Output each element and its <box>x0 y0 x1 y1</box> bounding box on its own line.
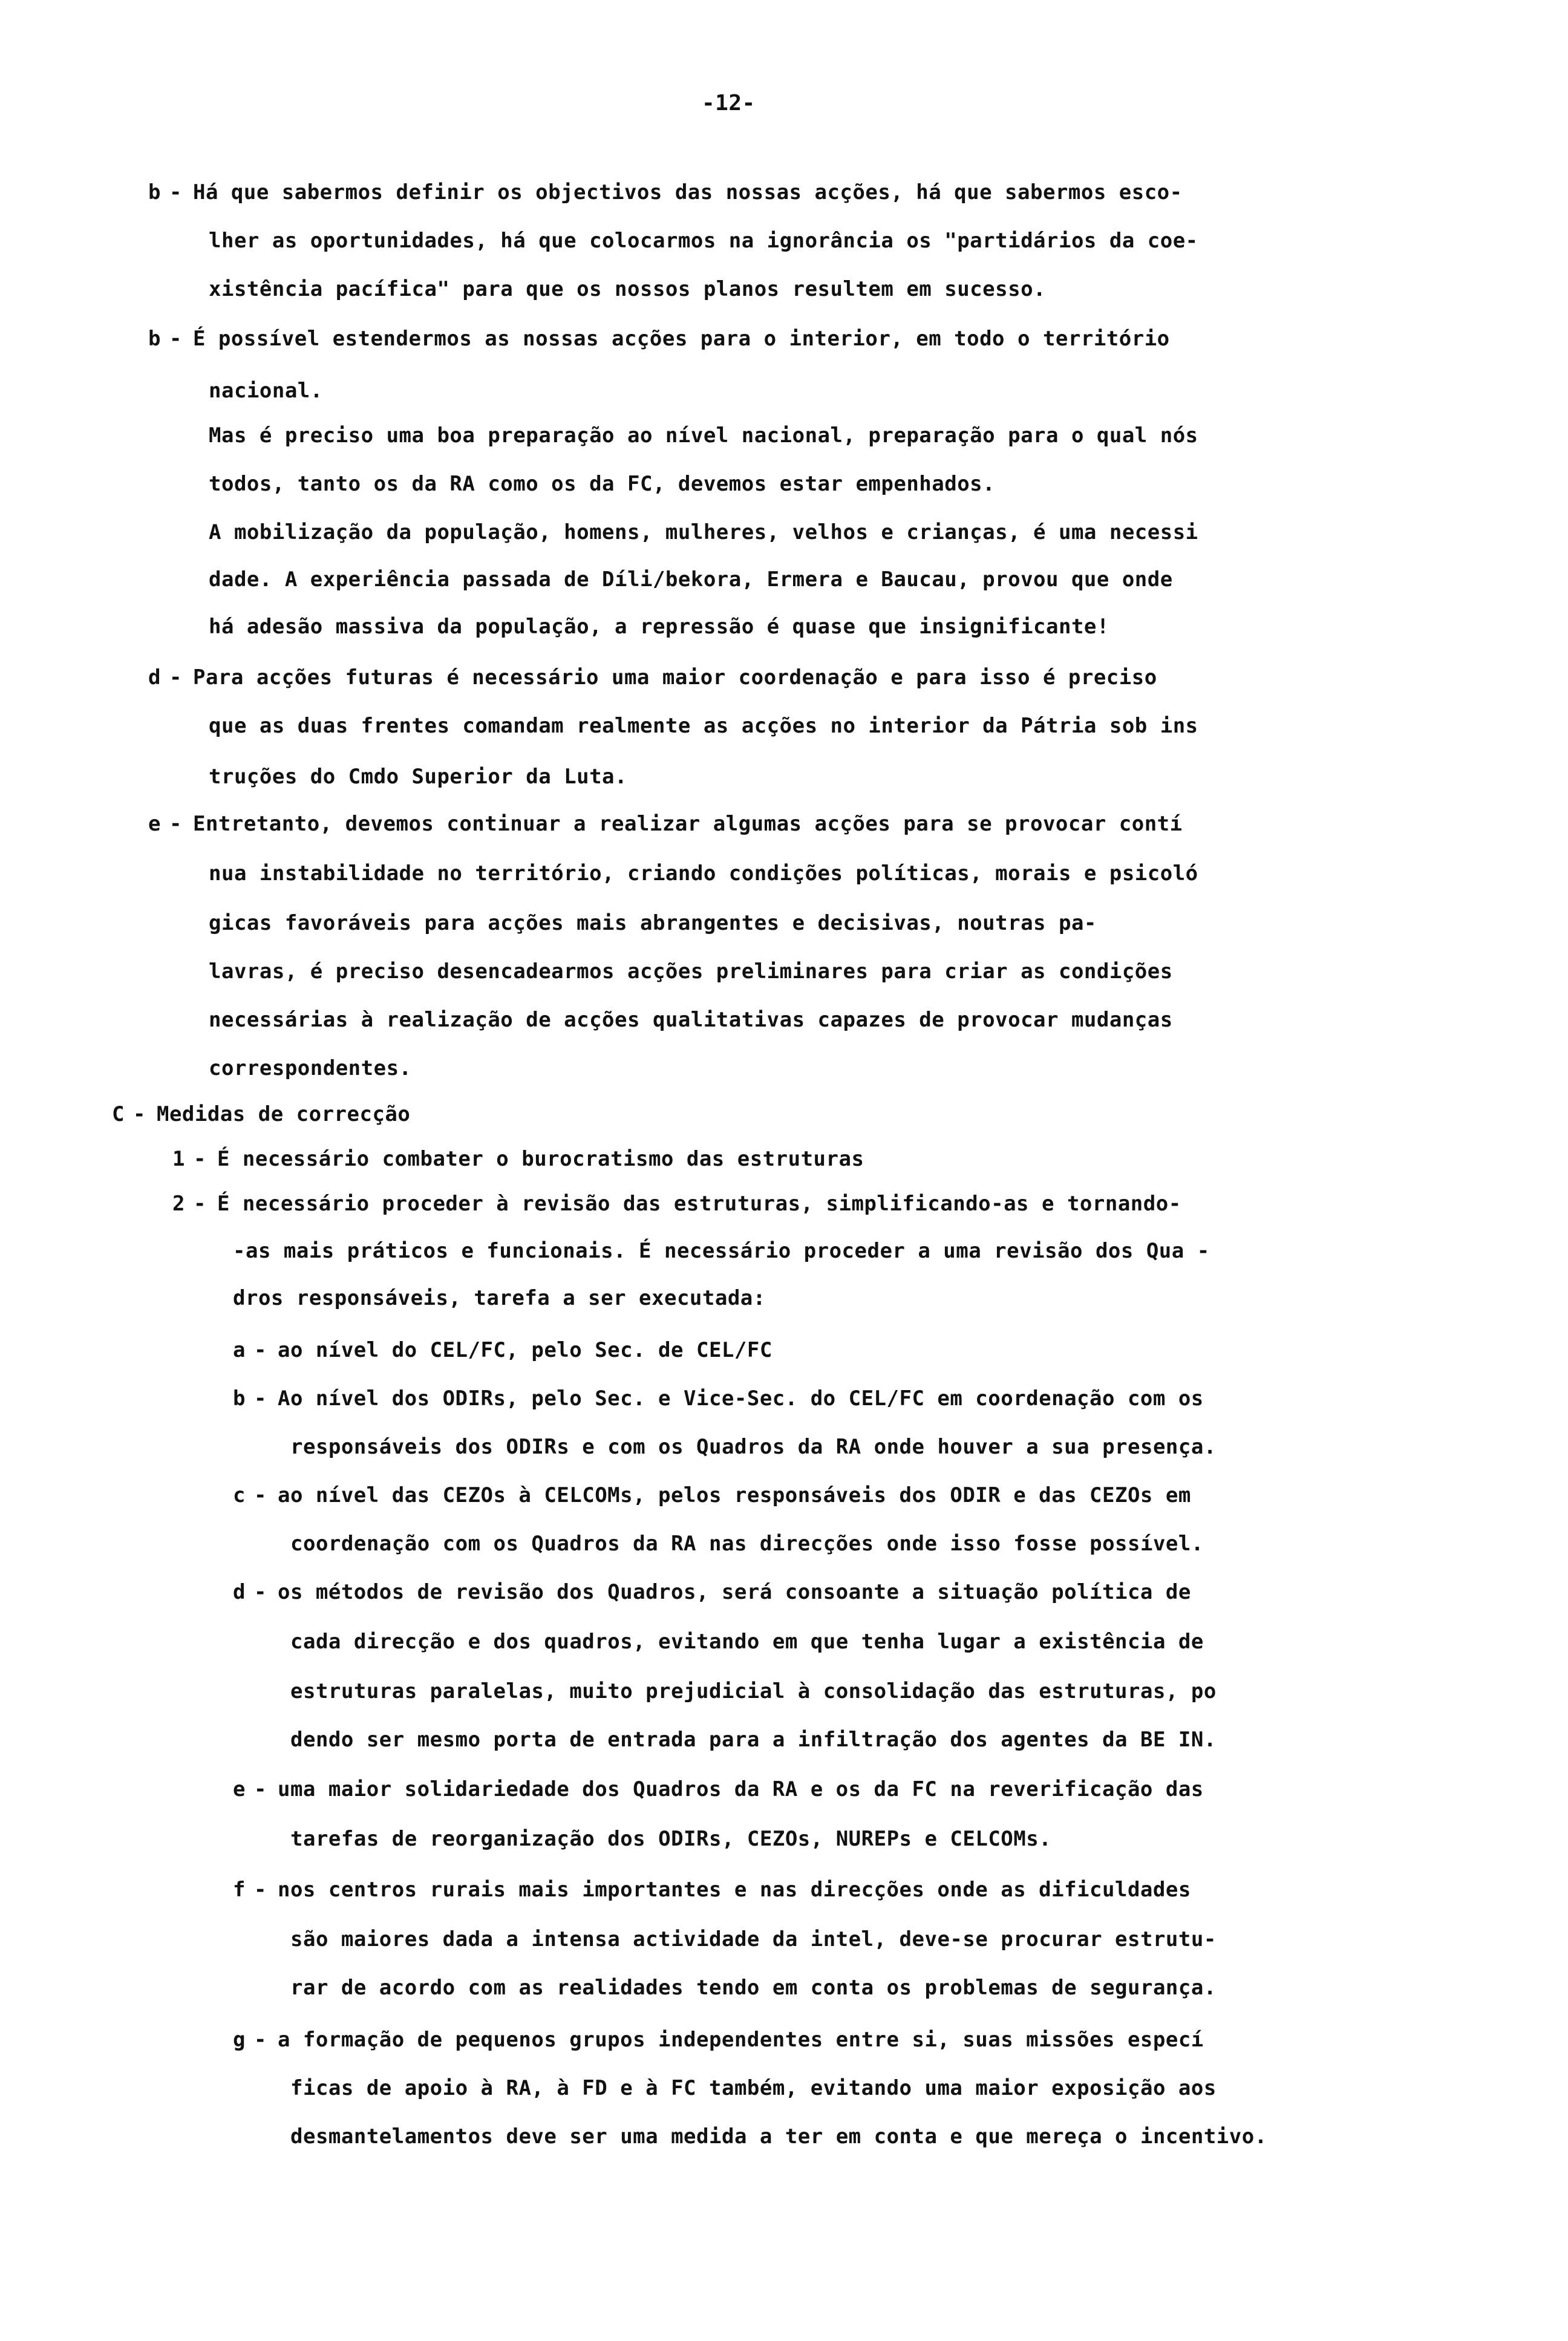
list-item-d <box>148 665 1157 690</box>
item-text: ao nível do CEL/FC, pelo Sec. de CEL/FC <box>277 1338 773 1362</box>
text-line: coordenação com os Quadros da RA nas direcções onde isso fosse possível. <box>290 1532 1204 1556</box>
subitem-g <box>233 2028 1204 2052</box>
text-line: que as duas frentes comandam realmente as acções no interior da Pátria sob ins <box>209 714 1198 738</box>
text-line: lavras, é preciso desencadearmos acções preliminares para criar as condições <box>209 959 1173 984</box>
item-label: e <box>148 812 161 836</box>
item-label: 2 <box>172 1192 185 1216</box>
list-item-2 <box>172 1192 1181 1216</box>
item-dash: - <box>253 1580 267 1604</box>
item-label: f <box>233 1878 246 1902</box>
subitem-f <box>233 1878 1191 1902</box>
item-label: 1 <box>172 1147 185 1171</box>
subitem-d <box>233 1580 1191 1604</box>
item-label: g <box>233 2028 246 2052</box>
item-dash: - <box>132 1102 146 1126</box>
item-text: a formação de pequenos grupos independentes entre si, suas missões especí <box>277 2028 1204 2052</box>
subitem-c <box>233 1483 1191 1507</box>
text-line: estruturas paralelas, muito prejudicial à consolidação das estruturas, po <box>290 1679 1217 1703</box>
text-line: -as mais práticos e funcionais. É necessário proceder a uma revisão dos Qua - <box>233 1239 1210 1263</box>
item-text: Ao nível dos ODIRs, pelo Sec. e Vice-Sec. do CEL/FC em coordenação com os <box>277 1386 1204 1411</box>
item-dash: - <box>253 2028 267 2052</box>
text-line: responsáveis dos ODIRs e com os Quadros da RA onde houver a sua presença. <box>290 1435 1217 1459</box>
text-line: cada direcção e dos quadros, evitando em que tenha lugar a existência de <box>290 1630 1204 1654</box>
page-number: -12- <box>702 91 756 116</box>
item-dash: - <box>169 812 182 836</box>
text-line: dendo ser mesmo porta de entrada para a infiltração dos agentes da BE IN. <box>290 1728 1217 1752</box>
item-label: c <box>233 1483 246 1507</box>
text-line: correspondentes. <box>209 1056 412 1080</box>
section-title: Medidas de correcção <box>156 1102 411 1126</box>
list-item-1 <box>172 1147 864 1171</box>
list-item-b1 <box>148 180 1183 204</box>
item-text: Há que sabermos definir os objectivos das nossas acções, há que sabermos esco- <box>192 180 1183 204</box>
item-text: É possível estendermos as nossas acções para o interior, em todo o território <box>192 327 1170 351</box>
item-label: a <box>233 1338 246 1362</box>
item-dash: - <box>253 1483 267 1507</box>
item-label: e <box>233 1777 246 1801</box>
item-text: É necessário proceder à revisão das estruturas, simplificando-as e tornando- <box>217 1192 1181 1216</box>
text-line: truções do Cmdo Superior da Luta. <box>209 765 628 789</box>
item-label: d <box>148 665 161 690</box>
item-text: uma maior solidariedade dos Quadros da RA e os da FC na reverificação das <box>277 1777 1204 1801</box>
item-dash: - <box>169 180 182 204</box>
text-line: dros responsáveis, tarefa a ser executada: <box>233 1286 766 1310</box>
item-text: Para acções futuras é necessário uma maior coordenação e para isso é preciso <box>192 665 1157 690</box>
item-dash: - <box>169 665 182 690</box>
text-line: há adesão massiva da população, a repressão é quase que insignificante! <box>209 615 1109 639</box>
item-text: É necessário combater o burocratismo das estruturas <box>217 1147 864 1171</box>
text-line: Mas é preciso uma boa preparação ao nível nacional, preparação para o qual nós <box>209 423 1198 448</box>
item-dash: - <box>253 1878 267 1902</box>
item-dash: - <box>169 327 182 351</box>
section-label: C <box>112 1102 125 1126</box>
item-text: Entretanto, devemos continuar a realizar algumas acções para se provocar contí <box>192 812 1183 836</box>
item-text: os métodos de revisão dos Quadros, será consoante a situação política de <box>277 1580 1191 1604</box>
text-line: nua instabilidade no território, criando condições políticas, morais e psicoló <box>209 861 1198 886</box>
item-dash: - <box>253 1777 267 1801</box>
text-line: todos, tanto os da RA como os da FC, devemos estar empenhados. <box>209 472 996 496</box>
text-line: desmantelamentos deve ser uma medida a ter em conta e que mereça o incentivo. <box>290 2124 1267 2149</box>
text-line: são maiores dada a intensa actividade da intel, deve-se procurar estrutu- <box>290 1927 1217 1951</box>
item-label: b <box>148 327 161 351</box>
text-line: dade. A experiência passada de Díli/bekora, Ermera e Baucau, provou que onde <box>209 567 1173 592</box>
item-dash: - <box>253 1386 267 1411</box>
text-line: lher as oportunidades, há que colocarmos na ignorância os "partidários da coe- <box>209 229 1198 253</box>
item-dash: - <box>193 1147 206 1171</box>
text-line: necessárias à realização de acções qualitativas capazes de provocar mudanças <box>209 1008 1173 1032</box>
list-item-e <box>148 812 1183 836</box>
subitem-e <box>233 1777 1204 1801</box>
text-line: nacional. <box>209 379 323 403</box>
text-line: ficas de apoio à RA, à FD e à FC também, evitando uma maior exposição aos <box>290 2076 1217 2100</box>
item-label: b <box>148 180 161 204</box>
item-label: b <box>233 1386 246 1411</box>
subitem-a <box>233 1338 773 1362</box>
text-line: A mobilização da população, homens, mulheres, velhos e crianças, é uma necessi <box>209 520 1198 544</box>
text-line: rar de acordo com as realidades tendo em conta os problemas de segurança. <box>290 1976 1217 2000</box>
text-line: xistência pacífica" para que os nossos planos resultem em sucesso. <box>209 277 1047 301</box>
item-text: ao nível das CEZOs à CELCOMs, pelos responsáveis dos ODIR e das CEZOs em <box>277 1483 1191 1507</box>
item-label: d <box>233 1580 246 1604</box>
subitem-b <box>233 1386 1204 1411</box>
item-text: nos centros rurais mais importantes e nas direcções onde as dificuldades <box>277 1878 1191 1902</box>
item-dash: - <box>193 1192 206 1216</box>
text-line: gicas favoráveis para acções mais abrangentes e decisivas, noutras pa- <box>209 911 1097 935</box>
list-item-b2 <box>148 327 1170 351</box>
text-line: tarefas de reorganização dos ODIRs, CEZOs, NUREPs e CELCOMs. <box>290 1827 1052 1851</box>
item-dash: - <box>253 1338 267 1362</box>
section-heading-c <box>112 1102 410 1126</box>
